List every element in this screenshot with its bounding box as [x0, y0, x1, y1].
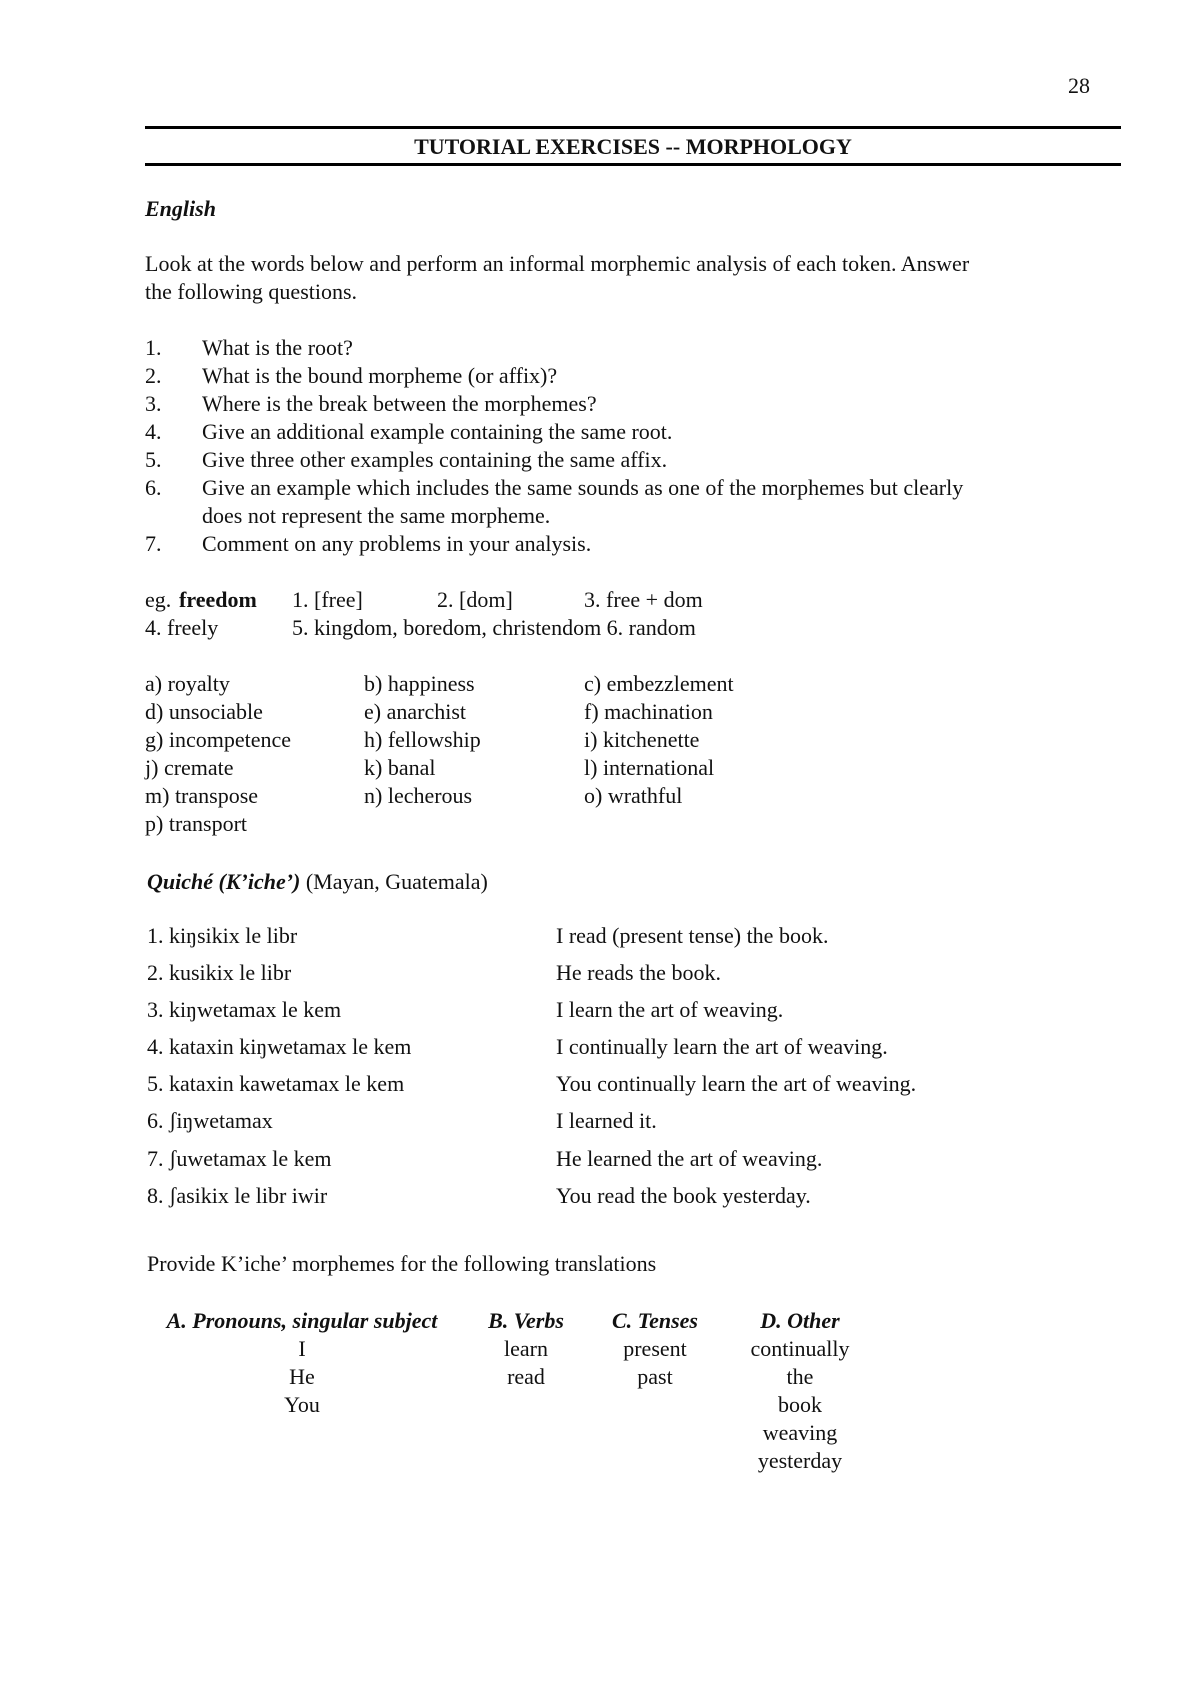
english-translation: I continually learn the art of weaving. [556, 1034, 888, 1059]
word-item: n) lecherous [364, 783, 473, 808]
quiche-heading: Quiché (K’iche’) [147, 869, 301, 894]
english-heading: English [145, 196, 216, 221]
table-cell-verb: read [507, 1364, 545, 1389]
column-header-other: D. Other [760, 1308, 840, 1333]
table-cell-pronoun: You [284, 1392, 320, 1417]
top-rule [145, 126, 1121, 129]
word-item: g) incompetence [145, 727, 291, 752]
word-item: e) anarchist [364, 699, 466, 724]
question-text: Give three other examples containing the same affix. [202, 447, 668, 472]
english-translation: I learn the art of weaving. [556, 997, 784, 1022]
kiche-sentence: 2. kusikix le libr [147, 960, 292, 985]
word-item: l) international [584, 755, 715, 780]
kiche-sentence: 3. kiŋwetamax le kem [147, 997, 342, 1022]
question-text: What is the bound morpheme (or affix)? [202, 363, 558, 388]
table-cell-pronoun: He [289, 1364, 315, 1389]
kiche-sentence: 5. kataxin kawetamax le kem [147, 1071, 405, 1096]
word-item: a) royalty [145, 671, 230, 696]
question-number: 6. [145, 475, 162, 500]
english-translation: I read (present tense) the book. [556, 923, 829, 948]
question-number: 1. [145, 335, 162, 360]
example-answer-3: 3. free + dom [584, 587, 703, 612]
question-text: Comment on any problems in your analysis. [202, 531, 592, 556]
question-number: 2. [145, 363, 162, 388]
table-cell-tense: present [623, 1336, 687, 1361]
column-header-pronouns: A. Pronouns, singular subject [166, 1308, 438, 1333]
example-answer-2: 2. [dom] [437, 587, 513, 612]
column-header-tenses: C. Tenses [612, 1308, 698, 1333]
page-number: 28 [1068, 73, 1090, 98]
table-cell-other: weaving [762, 1420, 838, 1445]
table-cell-tense: past [637, 1364, 673, 1389]
word-item: h) fellowship [364, 727, 481, 752]
table-cell-other: the [786, 1364, 814, 1389]
word-item: d) unsociable [145, 699, 263, 724]
word-item: k) banal [364, 755, 436, 780]
question-number: 3. [145, 391, 162, 416]
kiche-sentence: 1. kiŋsikix le libr [147, 923, 298, 948]
english-translation: You read the book yesterday. [556, 1183, 811, 1208]
table-cell-verb: learn [504, 1336, 548, 1361]
word-item: i) kitchenette [584, 727, 700, 752]
page-title: TUTORIAL EXERCISES -- MORPHOLOGY [414, 134, 852, 159]
english-translation: He learned the art of weaving. [556, 1146, 823, 1171]
example-answer-4: 4. freely [145, 615, 219, 640]
word-item: c) embezzlement [584, 671, 734, 696]
bottom-rule [145, 163, 1121, 166]
english-translation: You continually learn the art of weaving. [556, 1071, 917, 1096]
example-prefix: eg. [145, 587, 172, 612]
instruction-text: Provide K’iche’ morphemes for the following translations [147, 1251, 657, 1276]
question-text: Where is the break between the morphemes? [202, 391, 597, 416]
table-cell-other: continually [750, 1336, 850, 1361]
question-number: 7. [145, 531, 162, 556]
word-item: o) wrathful [584, 783, 683, 808]
column-header-verbs: B. Verbs [488, 1308, 564, 1333]
question-text: Give an example which includes the same sounds as one of the morphemes but clearly [202, 475, 964, 500]
example-answer-1: 1. [free] [292, 587, 363, 612]
kiche-sentence: 6. ʃiŋwetamax [147, 1108, 273, 1133]
example-word: freedom [179, 587, 257, 612]
word-item: m) transpose [145, 783, 259, 808]
word-item: b) happiness [364, 671, 475, 696]
table-cell-other: book [778, 1392, 822, 1417]
quiche-heading-line [147, 868, 488, 896]
word-item: j) cremate [145, 755, 234, 780]
english-translation: I learned it. [556, 1108, 657, 1133]
table-cell-pronoun: I [298, 1336, 306, 1361]
quiche-heading-note: (Mayan, Guatemala) [305, 869, 488, 894]
kiche-sentence: 8. ʃasikix le libr iwir [147, 1183, 328, 1208]
example-answer-5: 5. kingdom, boredom, christendom 6. random [292, 615, 696, 640]
kiche-sentence: 4. kataxin kiŋwetamax le kem [147, 1034, 412, 1059]
intro-line-1: Look at the words below and perform an informal morphemic analysis of each token. Answer [145, 251, 970, 276]
word-item: p) transport [145, 811, 248, 836]
question-text: Give an additional example containing the same root. [202, 419, 673, 444]
question-text: What is the root? [202, 335, 353, 360]
table-cell-other: yesterday [757, 1448, 843, 1473]
intro-line-2: the following questions. [145, 279, 358, 304]
kiche-sentence: 7. ʃuwetamax le kem [147, 1146, 332, 1171]
question-number: 4. [145, 419, 162, 444]
question-number: 5. [145, 447, 162, 472]
word-item: f) machination [584, 699, 713, 724]
question-text-continued: does not represent the same morpheme. [202, 503, 551, 528]
english-translation: He reads the book. [556, 960, 721, 985]
